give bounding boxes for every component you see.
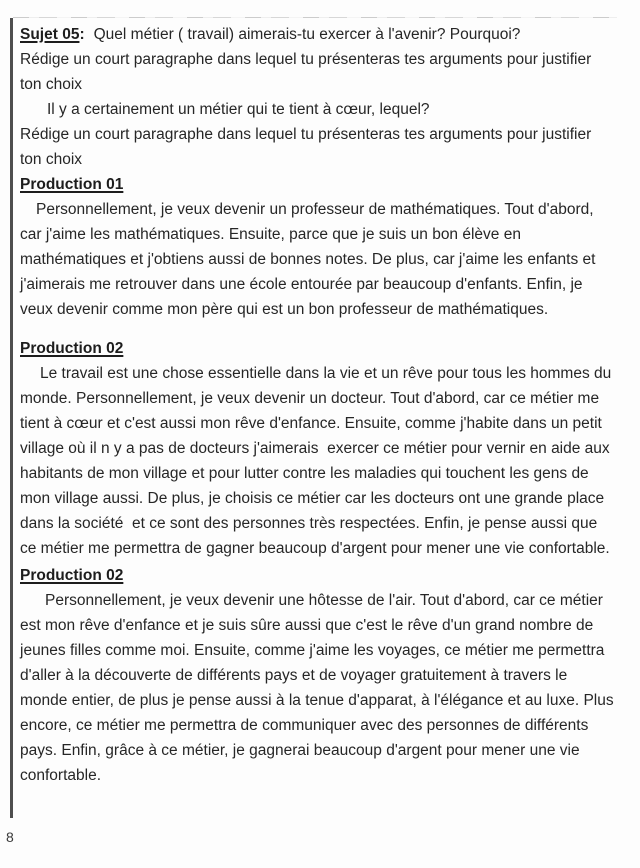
production-1-heading: Production 01 <box>20 176 124 193</box>
production-3-heading: Production 02 <box>20 567 124 584</box>
section-spacer <box>20 322 616 336</box>
page-number: 8 <box>6 829 14 845</box>
subject-heading: Sujet 05 <box>20 26 80 43</box>
text-frame <box>10 18 624 818</box>
subject-instruction-2: Rédige un court paragraphe dans lequel tu présenteras tes arguments pour justifier ton choix <box>20 126 596 168</box>
production-2-body: Le travail est une chose essentielle dans la vie et un rêve pour tous les hommes du monde. Personnellement, je veux devenir un docteur. Tout d'abord, car ce métier me tient à cœur et c'est aussi mon rêve d'enfance. Ensuite, comme j'habite dans un petit village où il n y a pas de docteurs j'aimerais exercer ce métier pour vernir en aide aux habitants de mon village et pour lutter contre les maladies qui touchent les gens de mon village aussi. De plus, je choisis ce métier car les docteurs ont une grande place dans la société et ce sont des personnes très respectées. Enfin, je pense aussi que ce métier me permettra de gagner beaucoup d'argent pour mener une vie confortable. <box>20 365 616 557</box>
subject-line <box>20 22 616 47</box>
subject-instruction-1: Rédige un court paragraphe dans lequel tu présenteras tes arguments pour justifier ton choix <box>20 51 596 93</box>
subject-separator: : <box>79 26 85 43</box>
production-3-heading-line <box>20 563 616 588</box>
production-2-heading: Production 02 <box>20 340 124 357</box>
subject-question: Quel métier ( travail) aimerais-tu exercer à l'avenir? Pourquoi? <box>93 26 521 43</box>
production-1-body: Personnellement, je veux devenir un professeur de mathématiques. Tout d'abord, car j'aime les mathématiques. Ensuite, parce que je suis un bon élève en mathématiques et j'obtiens aussi de bonnes notes. De plus, car j'aime les enfants et j'aimerais me retrouver dans une école entourée par beaucoup d'enfants. Enfin, je veux devenir comme mon père qui est un bon professeur de mathématiques. <box>20 201 600 318</box>
frame-top-border <box>13 17 617 18</box>
production-1-heading-line <box>20 172 616 197</box>
subject-sub-question: Il y a certainement un métier qui te tient à cœur, lequel? <box>47 101 430 118</box>
production-3-body: Personnellement, je veux devenir une hôtesse de l'air. Tout d'abord, car ce métier est mon rêve d'enfance et je suis sûre aussi que c'est le rêve d'un grand nombre de jeunes filles comme moi. Ensuite, comme j'aime les voyages, ce métier me permettra d'aller à la découverte de différents pays et de voyager gratuitement à travers le monde entier, de plus je pense aussi à la tenue d'apparat, à l'élégance et au luxe. Plus encore, ce métier me permettra de communiquer avec des personnes de différents pays. Enfin, grâce à ce métier, je gagnerai beaucoup d'argent pour mener une vie confortable. <box>20 592 618 784</box>
production-2-heading-line <box>20 336 616 361</box>
